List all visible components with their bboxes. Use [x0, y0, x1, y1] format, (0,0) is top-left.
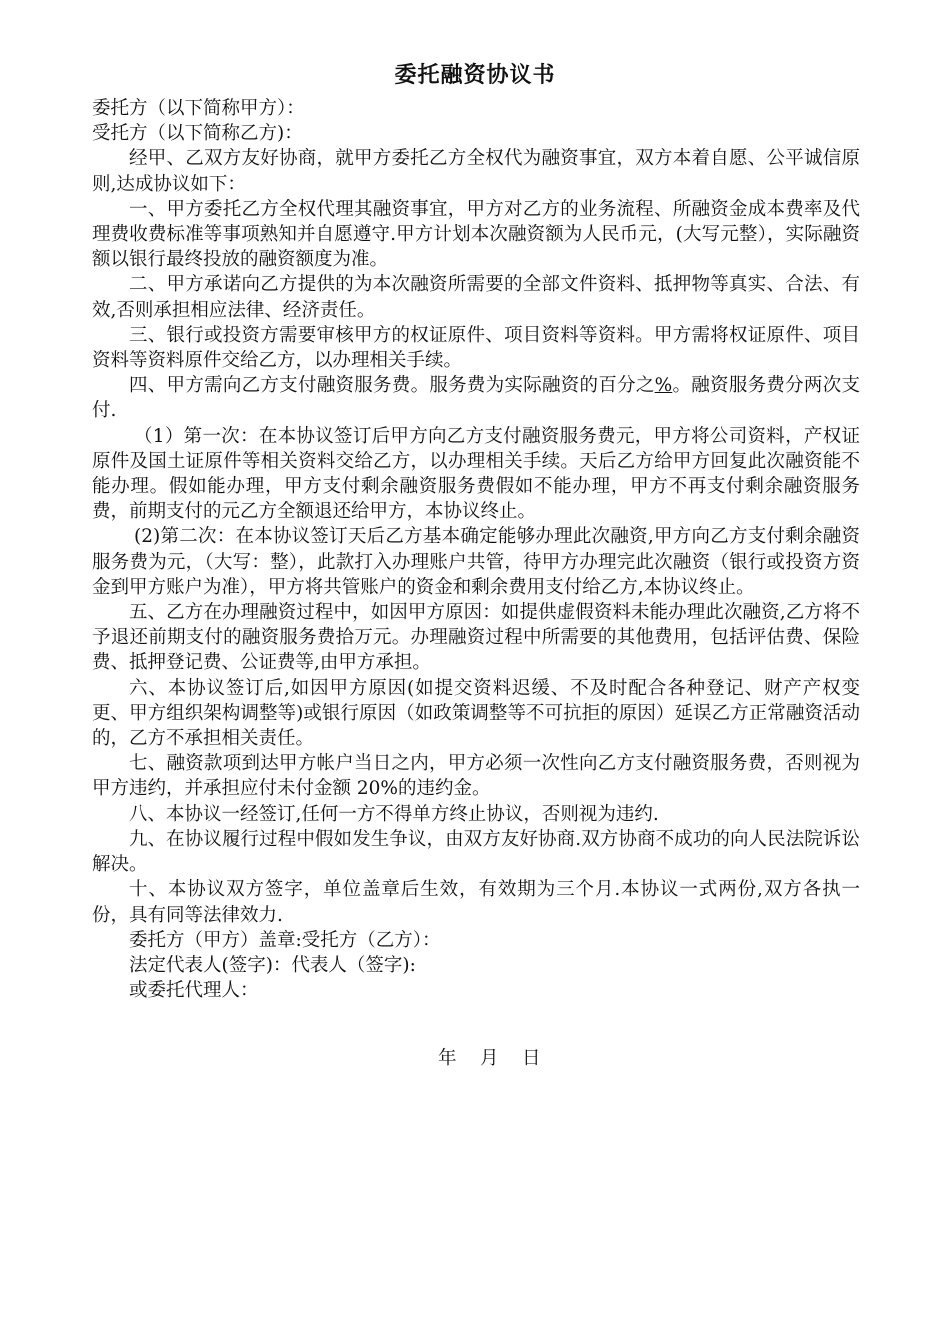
clause-4-tail: 。融资服务费分两次支付. — [92, 375, 860, 422]
clause-10: 十、本协议双方签字，单位盖章后生效，有效期为三个月.本协议一式两份,双方各执一份，具有同等法律效力. — [92, 879, 860, 926]
party-b-line: 受托方（以下简称乙方)： — [92, 123, 303, 145]
clause-6: 六、本协议签订后,如因甲方原因(如提交资料迟缓、不及时配合各种登记、财产产权变更、甲方组织架构调整等)或银行原因（如政策调整等不可抗拒的原因）延误乙方正常融资活动的，乙方不承担相关责任。 — [92, 677, 860, 750]
clause-1: 一、甲方委托乙方全权代理其融资事宜，甲方对乙方的业务流程、所融资金成本费率及代理费收费标准等事项熟知并自愿遵守.甲方计划本次融资额为人民币元，(大写元整），实际融资额以银行最终投放的融资额度为准。 — [92, 198, 860, 271]
clause-4 — [92, 373, 860, 423]
clause-4-text: 四、甲方需向乙方支付融资服务费。服务费为实际融资的百分之 — [129, 375, 655, 397]
signature-line-2: 法定代表人(签字)：代表人（签字): — [129, 954, 416, 976]
clause-4-percent: % — [654, 375, 673, 397]
document-body — [92, 96, 860, 1003]
clause-4-part-1: （1）第一次：在本协议签订后甲方向乙方支付融资服务费元，甲方将公司资料，产权证原件及国土证原件等相关资料交给乙方，以办理相关手续。天后乙方给甲方回复此次融资能不能办理。假如能办理，甲方支付剩余融资服务费假如不能办理，甲方不再支付剩余融资服务费，前期支付的元乙方全额退还给甲方，本协议终止。 — [92, 425, 860, 523]
clause-4-part-2: (2)第二次：在本协议签订天后乙方基本确定能够办理此次融资,甲方向乙方支付剩余融资服务费为元，（大写：整），此款打入办理账户共管，待甲方办理完此次融资（银行或投资方资金到甲方账户为准），甲方将共管账户的资金和剩余费用支付给乙方,本协议终止。 — [92, 526, 860, 598]
party-a-line: 委托方（以下简称甲方）： — [92, 98, 305, 119]
clause-7: 七、融资款项到达甲方帐户当日之内，甲方必须一次性向乙方支付融资服务费，否则视为甲方违约，并承担应付未付金额 20%的违约金。 — [92, 753, 860, 800]
intro-paragraph: 经甲、乙双方友好协商，就甲方委托乙方全权代为融资事宜，双方本着自愿、公平诚信原则,达成协议如下： — [92, 148, 860, 195]
signature-line-1: 委托方（甲方）盖章:受托方（乙方）： — [129, 929, 441, 951]
date-line: 年 月 日 — [438, 1048, 541, 1069]
clause-2: 二、甲方承诺向乙方提供的为本次融资所需要的全部文件资料、抵押物等真实、合法、有效,否则承担相应法律、经济责任。 — [92, 274, 860, 321]
clause-8: 八、本协议一经签订,任何一方不得单方终止协议，否则视为违约. — [129, 803, 659, 825]
clause-3: 三、银行或投资方需要审核甲方的权证原件、项目资料等资料。甲方需将权证原件、项目资料等资料原件交给乙方，以办理相关手续。 — [92, 324, 860, 372]
signature-line-3: 或委托代理人： — [129, 980, 259, 1002]
document-title: 委托融资协议书 — [394, 62, 556, 88]
clause-5: 五、乙方在办理融资过程中，如因甲方原因：如提供虚假资料未能办理此次融资,乙方将不予退还前期支付的融资服务费拾万元。办理融资过程中所需要的其他费用，包括评估费、保险费、抵押登记费、公证费等,由甲方承担。 — [92, 602, 860, 674]
clause-9: 九、在协议履行过程中假如发生争议，由双方友好协商.双方协商不成功的向人民法院诉讼解决。 — [92, 828, 860, 876]
